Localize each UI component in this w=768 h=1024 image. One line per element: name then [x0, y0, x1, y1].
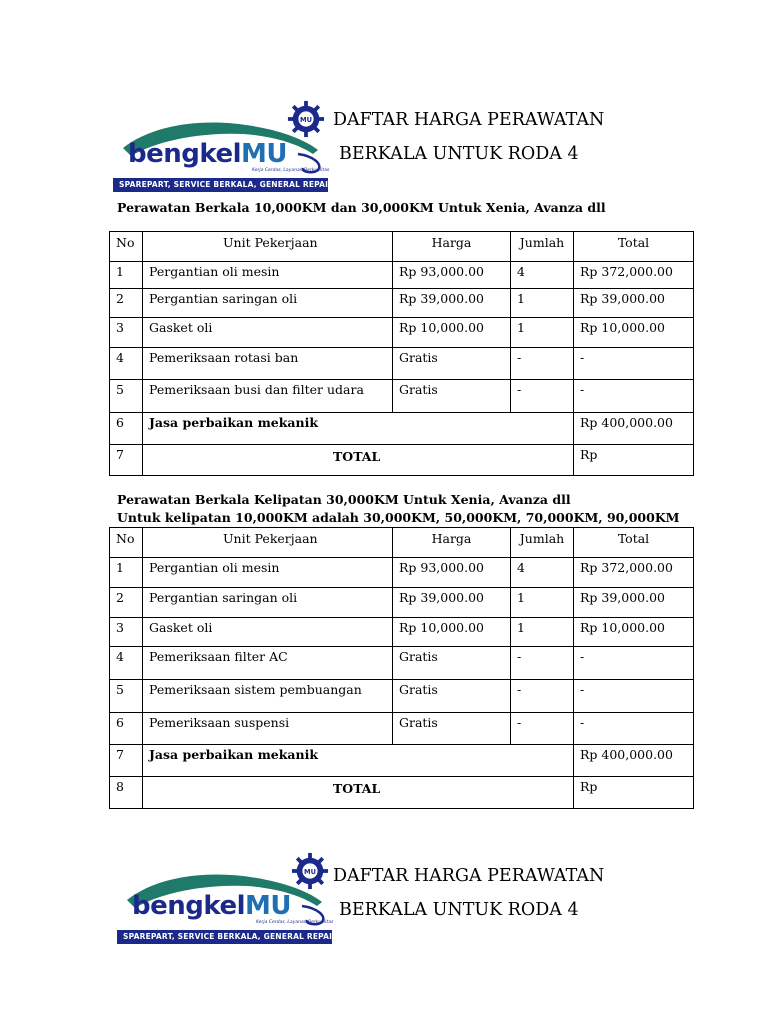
gear-emblem-icon — [287, 100, 325, 138]
table-row — [110, 588, 694, 618]
total-label: TOTAL — [143, 777, 574, 809]
page-header-bottom — [0, 852, 768, 962]
logo-tagline: Kerja Cerdas, Layanan Berkualitas — [252, 168, 330, 173]
service-row — [110, 745, 694, 777]
cell-total: - — [574, 647, 694, 680]
section2-caption-line1: Perawatan Berkala Kelipatan 30,000KM Untuk Xenia, Avanza dll — [117, 492, 571, 507]
bengkel-mu-logo — [113, 100, 357, 192]
cell-harga: Gratis — [393, 713, 511, 745]
table-row — [110, 348, 694, 380]
cell-total: Rp 10,000.00 — [574, 618, 694, 647]
cell-jumlah: 1 — [511, 618, 574, 647]
cell-unit: Gasket oli — [143, 318, 393, 348]
cell-total: Rp 372,000.00 — [574, 558, 694, 588]
gear-emblem-icon — [291, 852, 329, 890]
total-row — [110, 777, 694, 809]
cell-unit: Gasket oli — [143, 618, 393, 647]
cell-jumlah: - — [511, 380, 574, 413]
cell-unit: Pergantian saringan oli — [143, 588, 393, 618]
cell-unit: Pemeriksaan busi dan filter udara — [143, 380, 393, 413]
grand-total: Rp — [574, 777, 694, 809]
cell-total: - — [574, 348, 694, 380]
service-label: Jasa perbaikan mekanik — [143, 413, 574, 445]
col-header-no: No — [110, 528, 143, 558]
col-header-harga: Harga — [393, 528, 511, 558]
cell-no: 1 — [110, 262, 143, 289]
cell-unit: Pergantian oli mesin — [143, 262, 393, 289]
cell-harga: Rp 10,000.00 — [393, 618, 511, 647]
cell-jumlah: - — [511, 713, 574, 745]
cell-harga: Gratis — [393, 348, 511, 380]
col-header-harga: Harga — [393, 232, 511, 262]
cell-no: 5 — [110, 380, 143, 413]
page-title-line2: BERKALA UNTUK RODA 4 — [339, 144, 579, 164]
cell-total: Rp 39,000.00 — [574, 289, 694, 318]
total-row — [110, 445, 694, 476]
cell-total: Rp 372,000.00 — [574, 262, 694, 289]
page-title-line1: DAFTAR HARGA PERAWATAN — [333, 110, 605, 130]
logo-tagline: Kerja Cerdas, Layanan Berkualitas — [256, 920, 334, 925]
cell-no: 6 — [110, 413, 143, 445]
cell-jumlah: 1 — [511, 289, 574, 318]
logo-wordmark: bengkelMU — [132, 891, 292, 921]
cell-harga: Rp 10,000.00 — [393, 318, 511, 348]
cell-jumlah: - — [511, 647, 574, 680]
cell-total: - — [574, 380, 694, 413]
cell-no: 4 — [110, 647, 143, 680]
cell-unit: Pemeriksaan suspensi — [143, 713, 393, 745]
section2-caption-line2: Untuk kelipatan 10,000KM adalah 30,000KM, 50,000KM, 70,000KM, 90,000KM — [117, 510, 680, 525]
cell-unit: Pemeriksaan rotasi ban — [143, 348, 393, 380]
cell-no: 6 — [110, 713, 143, 745]
cell-total: - — [574, 680, 694, 713]
price-table-1 — [109, 231, 694, 476]
emblem-text: MU — [299, 115, 313, 124]
table-header-row — [110, 528, 694, 558]
service-row — [110, 413, 694, 445]
cell-no: 7 — [110, 745, 143, 777]
col-header-unit: Unit Pekerjaan — [143, 528, 393, 558]
col-header-no: No — [110, 232, 143, 262]
cell-jumlah: 4 — [511, 262, 574, 289]
table-row — [110, 680, 694, 713]
logo-services-bar: SPAREPART, SERVICE BERKALA, GENERAL REPAIR, DLL — [113, 178, 328, 192]
cell-unit: Pergantian saringan oli — [143, 289, 393, 318]
cell-jumlah: 1 — [511, 318, 574, 348]
cell-no: 2 — [110, 588, 143, 618]
cell-no: 3 — [110, 618, 143, 647]
cell-harga: Gratis — [393, 647, 511, 680]
cell-no: 4 — [110, 348, 143, 380]
cell-unit: Pemeriksaan sistem pembuangan — [143, 680, 393, 713]
table-row — [110, 262, 694, 289]
cell-unit: Pergantian oli mesin — [143, 558, 393, 588]
logo-services-bar: SPAREPART, SERVICE BERKALA, GENERAL REPAIR, DLL — [117, 930, 332, 944]
service-label: Jasa perbaikan mekanik — [143, 745, 574, 777]
grand-total: Rp — [574, 445, 694, 476]
cell-harga: Gratis — [393, 380, 511, 413]
cell-total: - — [574, 713, 694, 745]
cell-jumlah: - — [511, 348, 574, 380]
table-row — [110, 713, 694, 745]
table-row — [110, 647, 694, 680]
col-header-total: Total — [574, 232, 694, 262]
cell-harga: Rp 93,000.00 — [393, 262, 511, 289]
table-row — [110, 380, 694, 413]
cell-no: 8 — [110, 777, 143, 809]
col-header-total: Total — [574, 528, 694, 558]
emblem-text: MU — [303, 867, 317, 876]
bengkel-mu-logo — [117, 852, 361, 944]
cell-jumlah: 4 — [511, 558, 574, 588]
cell-harga: Rp 39,000.00 — [393, 588, 511, 618]
total-label: TOTAL — [143, 445, 574, 476]
table-row — [110, 289, 694, 318]
cell-total: Rp 10,000.00 — [574, 318, 694, 348]
cell-jumlah: 1 — [511, 588, 574, 618]
cell-harga: Rp 93,000.00 — [393, 558, 511, 588]
service-total: Rp 400,000.00 — [574, 413, 694, 445]
page-title-line2: BERKALA UNTUK RODA 4 — [339, 900, 579, 920]
col-header-unit: Unit Pekerjaan — [143, 232, 393, 262]
cell-unit: Pemeriksaan filter AC — [143, 647, 393, 680]
cell-harga: Rp 39,000.00 — [393, 289, 511, 318]
table-row — [110, 618, 694, 647]
cell-total: Rp 39,000.00 — [574, 588, 694, 618]
page-title-line1: DAFTAR HARGA PERAWATAN — [333, 866, 605, 886]
section1-caption: Perawatan Berkala 10,000KM dan 30,000KM Untuk Xenia, Avanza dll — [117, 200, 606, 215]
cell-no: 7 — [110, 445, 143, 476]
table-row — [110, 318, 694, 348]
cell-jumlah: - — [511, 680, 574, 713]
table-row — [110, 558, 694, 588]
table-header-row — [110, 232, 694, 262]
col-header-jumlah: Jumlah — [511, 528, 574, 558]
price-table-2 — [109, 527, 694, 809]
cell-no: 3 — [110, 318, 143, 348]
col-header-jumlah: Jumlah — [511, 232, 574, 262]
cell-harga: Gratis — [393, 680, 511, 713]
cell-no: 2 — [110, 289, 143, 318]
service-total: Rp 400,000.00 — [574, 745, 694, 777]
cell-no: 1 — [110, 558, 143, 588]
logo-wordmark: bengkelMU — [128, 139, 288, 169]
cell-no: 5 — [110, 680, 143, 713]
page-header-top — [0, 100, 768, 210]
